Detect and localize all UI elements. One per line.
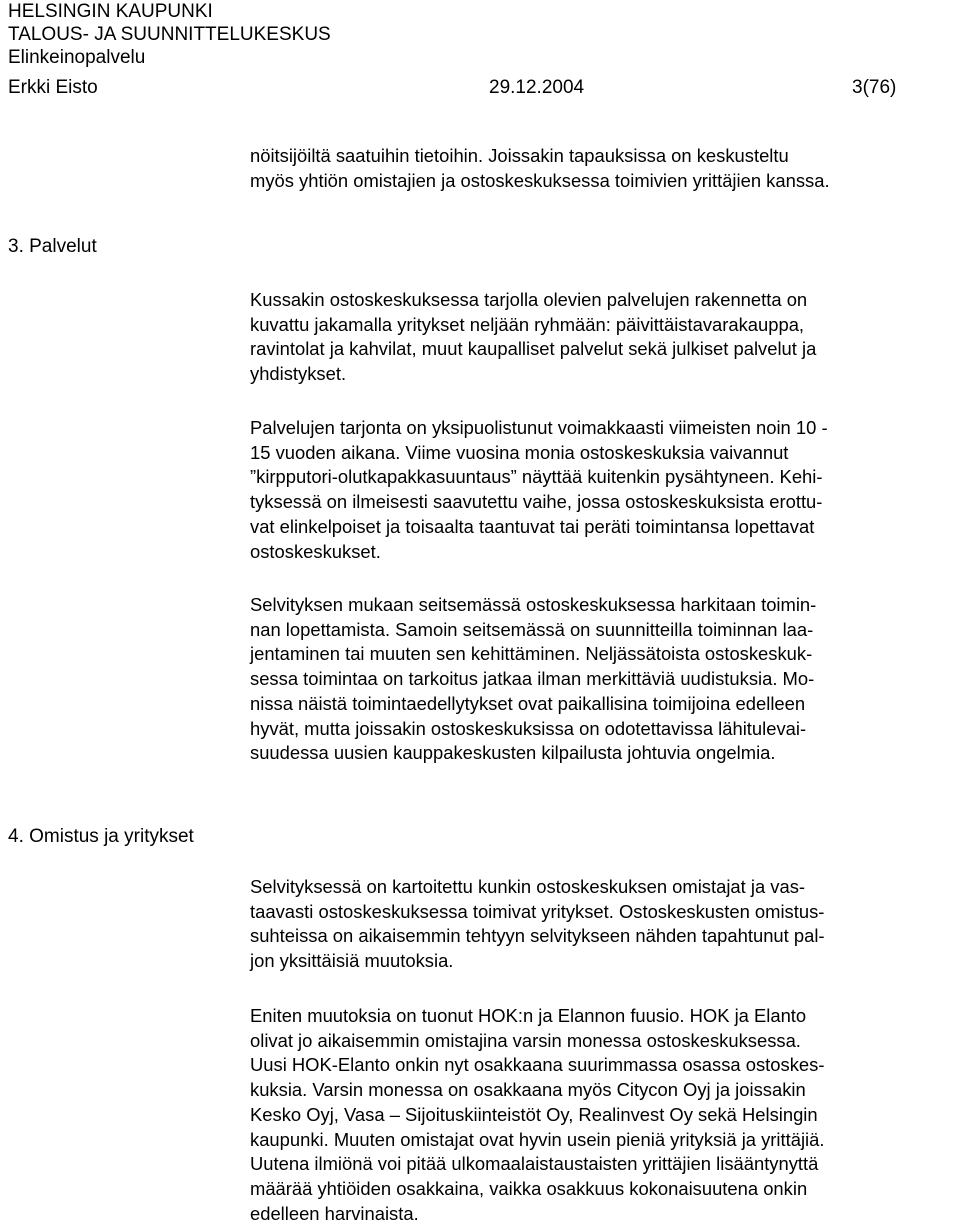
text-line: olivat jo aikaisemmin omistajina varsin monessa ostoskeskuksessa. — [250, 1029, 801, 1051]
text-line: hyvät, mutta joissakin ostoskeskuksissa on odotettavissa lähitulevai- — [250, 717, 807, 739]
text-line: Palvelujen tarjonta on yksipuolistunut voimakkaasti viimeisten noin 10 - — [250, 417, 828, 438]
text-line: suhteissa on aikaisemmin tehtyyn selvitykseen nähden tapahtunut pal- — [250, 925, 825, 947]
section3-paragraph-1 — [250, 288, 816, 387]
text-line: 15 vuoden aikana. Viime vuosina monia ostoskeskuksia vaivannut — [250, 441, 789, 463]
text-line: Eniten muutoksia on tuonut HOK:n ja Elannon fuusio. HOK ja Elanto — [250, 1005, 807, 1026]
section3-paragraph-3 — [250, 593, 816, 766]
text-line: Uutena ilmiönä voi pitää ulkomaalaistaustaisten yrittäjien lisääntynyttä — [250, 1153, 819, 1175]
text-line: sessa toimintaa on tarkoitus jatkaa ilman merkittäviä uudistuksia. Mo- — [250, 668, 815, 690]
text-line: jon yksittäisiä muutoksia. — [250, 950, 454, 972]
text-line: yhdistykset. — [250, 363, 347, 385]
document-date: 29.12.2004 — [489, 77, 585, 98]
text-line: vat elinkelpoiset ja toisaalta taantuvat tai peräti toimintansa lopettavat — [250, 515, 815, 537]
text-line: ravintolat ja kahvilat, muut kaupalliset palvelut sekä julkiset palvelut ja — [250, 338, 817, 360]
text-line: tyksessä on ilmeisesti saavutettu vaihe, jossa ostoskeskuksista erottu- — [250, 491, 823, 513]
text-line: Uusi HOK-Elanto onkin nyt osakkaana suurimmassa osassa ostoskes- — [250, 1054, 825, 1076]
section-heading-omistus: 4. Omistus ja yritykset — [8, 826, 194, 847]
org-name: HELSINGIN KAUPUNKI — [8, 1, 213, 22]
org-department: TALOUS- JA SUUNNITTELUKESKUS — [8, 24, 331, 45]
text-line: suudessa uusien kauppakeskusten kilpailusta johtuvia ongelmia. — [250, 742, 776, 764]
org-unit: Elinkeinopalvelu — [8, 47, 146, 68]
text-line: kuvattu jakamalla yritykset neljään ryhmään: päivittäistavarakauppa, — [250, 313, 805, 335]
text-line: Kussakin ostoskeskuksessa tarjolla olevien palvelujen rakennetta on — [250, 289, 808, 310]
text-line: Selvityksen mukaan seitsemässä ostoskeskuksessa harkitaan toimin- — [250, 594, 817, 615]
section4-paragraph-1 — [250, 875, 825, 974]
text-line: jentaminen tai muuten sen kehittäminen. Neljässätoista ostoskeskuk- — [250, 643, 813, 665]
text-line: ostoskeskukset. — [250, 540, 381, 562]
text-line: Selvityksessä on kartoitettu kunkin ostoskeskuksen omistajat ja vas- — [250, 876, 806, 897]
section3-paragraph-2 — [250, 416, 828, 564]
text-line: edelleen harvinaista. — [250, 1202, 419, 1224]
text-line: nan lopettamista. Samoin seitsemässä on suunnitteilla toiminnan laa- — [250, 618, 814, 640]
text-line: määrää yhtiöiden osakkaina, vaikka osakkuus kokonaisuutena onkin — [250, 1177, 808, 1199]
text-line: ”kirpputori-olutkapakkasuuntaus” näyttää kuitenkin pysähtyneen. Kehi- — [250, 466, 823, 488]
text-line: taavasti ostoskeskuksessa toimivat yritykset. Ostoskeskusten omistus- — [250, 900, 825, 922]
text-line: kuksia. Varsin monessa on osakkaana myös Citycon Oyj ja joissakin — [250, 1079, 806, 1101]
author-name: Erkki Eisto — [8, 77, 98, 98]
text-line: nissa näistä toimintaedellytykset ovat paikallisina toimijoina edelleen — [250, 692, 806, 714]
text-line: Kesko Oyj, Vasa – Sijoituskiinteistöt Oy, Realinvest Oy sekä Helsingin — [250, 1103, 818, 1125]
section-heading-palvelut: 3. Palvelut — [8, 236, 97, 257]
section4-paragraph-2 — [250, 1004, 824, 1226]
text-line: kaupunki. Muuten omistajat ovat hyvin usein pieniä yrityksiä ja yrittäjiä. — [250, 1128, 825, 1150]
text-line: myös yhtiön omistajien ja ostoskeskuksessa toimivien yrittäjien kanssa. — [250, 169, 830, 191]
page-number: 3(76) — [852, 77, 897, 98]
text-line: nöitsijöiltä saatuihin tietoihin. Joissakin tapauksissa on keskusteltu — [250, 145, 789, 166]
intro-paragraph — [250, 144, 830, 193]
